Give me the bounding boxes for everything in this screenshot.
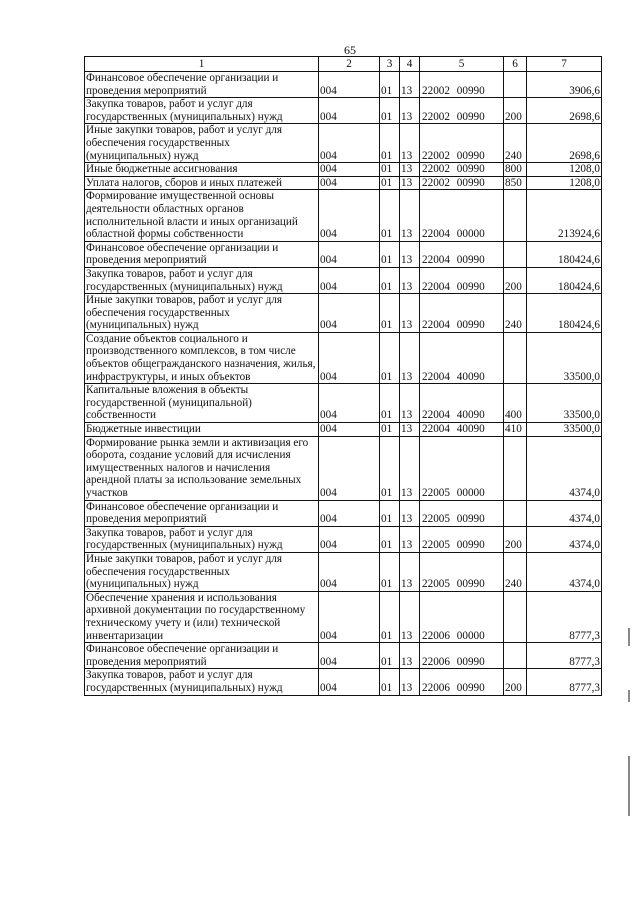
table-row (85, 294, 602, 333)
subsection-code-cell: 13 (400, 267, 420, 293)
item-name-cell: Закупка товаров, работ и услуг для государственных (муниципальных) нужд (85, 267, 319, 293)
table-row (85, 332, 602, 383)
amount-cell: 180424,6 (527, 294, 602, 333)
target-article-code-cell: 22004 00990 (420, 294, 504, 333)
ministry-code-cell: 004 (319, 72, 380, 98)
expense-type-code-cell: 240 (504, 124, 527, 163)
expense-type-code-cell: 200 (504, 267, 527, 293)
table-row (85, 176, 602, 190)
budget-table (84, 56, 602, 696)
table-row (85, 72, 602, 98)
expense-type-code-cell: 200 (504, 526, 527, 552)
table-row (85, 423, 602, 437)
expense-type-code-cell: 400 (504, 384, 527, 423)
ministry-code-cell: 004 (319, 591, 380, 642)
amount-cell: 4374,0 (527, 436, 602, 500)
subsection-code-cell: 13 (400, 332, 420, 383)
table-row (85, 124, 602, 163)
section-code-cell: 01 (380, 332, 400, 383)
item-name-cell: Иные закупки товаров, работ и услуг для обеспечения государственных (муниципальных) нужд (85, 552, 319, 591)
section-code-cell: 01 (380, 669, 400, 695)
item-name-cell: Финансовое обеспечение организации и проведения мероприятий (85, 643, 319, 669)
target-article-code-cell: 22006 00990 (420, 669, 504, 695)
item-name-cell: Финансовое обеспечение организации и проведения мероприятий (85, 241, 319, 267)
item-name-cell: Капитальные вложения в объекты государственной (муниципальной) собственности (85, 384, 319, 423)
ministry-code-cell: 004 (319, 669, 380, 695)
ministry-code-cell: 004 (319, 332, 380, 383)
scan-edge-mark (628, 756, 630, 816)
subsection-code-cell: 13 (400, 500, 420, 526)
ministry-code-cell: 004 (319, 294, 380, 333)
table-row (85, 552, 602, 591)
section-code-cell: 01 (380, 124, 400, 163)
section-code-cell: 01 (380, 72, 400, 98)
amount-cell: 1208,0 (527, 176, 602, 190)
table-row (85, 190, 602, 241)
target-article-code-cell: 22002 00990 (420, 176, 504, 190)
scan-edge-mark (628, 690, 630, 702)
subsection-code-cell: 13 (400, 163, 420, 177)
target-article-code-cell: 22004 40090 (420, 384, 504, 423)
table-row (85, 98, 602, 124)
amount-cell: 1208,0 (527, 163, 602, 177)
subsection-code-cell: 13 (400, 384, 420, 423)
item-name-cell: Финансовое обеспечение организации и проведения мероприятий (85, 72, 319, 98)
expense-type-code-cell: 410 (504, 423, 527, 437)
table-row (85, 526, 602, 552)
expense-type-code-cell: 200 (504, 669, 527, 695)
table-row (85, 241, 602, 267)
subsection-code-cell: 13 (400, 241, 420, 267)
target-article-code-cell: 22004 00990 (420, 267, 504, 293)
subsection-code-cell: 13 (400, 176, 420, 190)
expense-type-code-cell: 800 (504, 163, 527, 177)
target-article-code-cell: 22004 40090 (420, 332, 504, 383)
subsection-code-cell: 13 (400, 294, 420, 333)
target-article-code-cell: 22002 00990 (420, 124, 504, 163)
ministry-code-cell: 004 (319, 241, 380, 267)
table-row (85, 591, 602, 642)
target-article-code-cell: 22002 00990 (420, 163, 504, 177)
column-header: 5 (420, 57, 504, 72)
amount-cell: 8777,3 (527, 643, 602, 669)
table-row (85, 436, 602, 500)
ministry-code-cell: 004 (319, 436, 380, 500)
section-code-cell: 01 (380, 176, 400, 190)
target-article-code-cell: 22006 00000 (420, 591, 504, 642)
amount-cell: 180424,6 (527, 241, 602, 267)
target-article-code-cell: 22002 00990 (420, 72, 504, 98)
column-header: 6 (504, 57, 527, 72)
expense-type-code-cell (504, 241, 527, 267)
item-name-cell: Иные закупки товаров, работ и услуг для обеспечения государственных (муниципальных) нужд (85, 294, 319, 333)
section-code-cell: 01 (380, 500, 400, 526)
expense-type-code-cell: 240 (504, 294, 527, 333)
section-code-cell: 01 (380, 526, 400, 552)
expense-type-code-cell (504, 591, 527, 642)
amount-cell: 180424,6 (527, 267, 602, 293)
expense-type-code-cell (504, 332, 527, 383)
section-code-cell: 01 (380, 241, 400, 267)
column-header: 7 (527, 57, 602, 72)
column-header: 1 (85, 57, 319, 72)
amount-cell: 3906,6 (527, 72, 602, 98)
amount-cell: 2698,6 (527, 124, 602, 163)
amount-cell: 8777,3 (527, 591, 602, 642)
target-article-code-cell: 22004 40090 (420, 423, 504, 437)
section-code-cell: 01 (380, 423, 400, 437)
item-name-cell: Формирование рынка земли и активизация его оборота, создание условий для исчисления имущественных налогов и начисления арендной платы за использование земельных участков (85, 436, 319, 500)
item-name-cell: Иные закупки товаров, работ и услуг для обеспечения государственных (муниципальных) нужд (85, 124, 319, 163)
subsection-code-cell: 13 (400, 643, 420, 669)
ministry-code-cell: 004 (319, 124, 380, 163)
subsection-code-cell: 13 (400, 423, 420, 437)
target-article-code-cell: 22004 00000 (420, 190, 504, 241)
amount-cell: 4374,0 (527, 500, 602, 526)
ministry-code-cell: 004 (319, 384, 380, 423)
ministry-code-cell: 004 (319, 526, 380, 552)
ministry-code-cell: 004 (319, 423, 380, 437)
column-header: 4 (400, 57, 420, 72)
table-body (85, 72, 602, 696)
section-code-cell: 01 (380, 552, 400, 591)
table-row (85, 643, 602, 669)
expense-type-code-cell (504, 190, 527, 241)
section-code-cell: 01 (380, 163, 400, 177)
column-header: 3 (380, 57, 400, 72)
amount-cell: 33500,0 (527, 332, 602, 383)
expense-type-code-cell (504, 436, 527, 500)
ministry-code-cell: 004 (319, 643, 380, 669)
section-code-cell: 01 (380, 98, 400, 124)
expense-type-code-cell (504, 643, 527, 669)
scan-edge-mark (628, 628, 630, 646)
table-row (85, 500, 602, 526)
amount-cell: 4374,0 (527, 552, 602, 591)
target-article-code-cell: 22006 00990 (420, 643, 504, 669)
subsection-code-cell: 13 (400, 552, 420, 591)
amount-cell: 2698,6 (527, 98, 602, 124)
amount-cell: 213924,6 (527, 190, 602, 241)
expense-type-code-cell: 850 (504, 176, 527, 190)
section-code-cell: 01 (380, 267, 400, 293)
expense-type-code-cell: 200 (504, 98, 527, 124)
amount-cell: 8777,3 (527, 669, 602, 695)
amount-cell: 33500,0 (527, 423, 602, 437)
target-article-code-cell: 22005 00990 (420, 526, 504, 552)
item-name-cell: Уплата налогов, сборов и иных платежей (85, 176, 319, 190)
ministry-code-cell: 004 (319, 500, 380, 526)
item-name-cell: Финансовое обеспечение организации и проведения мероприятий (85, 500, 319, 526)
expense-type-code-cell: 240 (504, 552, 527, 591)
target-article-code-cell: 22005 00990 (420, 552, 504, 591)
item-name-cell: Закупка товаров, работ и услуг для государственных (муниципальных) нужд (85, 526, 319, 552)
subsection-code-cell: 13 (400, 98, 420, 124)
section-code-cell: 01 (380, 591, 400, 642)
ministry-code-cell: 004 (319, 190, 380, 241)
item-name-cell: Закупка товаров, работ и услуг для государственных (муниципальных) нужд (85, 669, 319, 695)
item-name-cell: Иные бюджетные ассигнования (85, 163, 319, 177)
column-header: 2 (319, 57, 380, 72)
section-code-cell: 01 (380, 190, 400, 241)
target-article-code-cell: 22004 00990 (420, 241, 504, 267)
target-article-code-cell: 22002 00990 (420, 98, 504, 124)
subsection-code-cell: 13 (400, 124, 420, 163)
section-code-cell: 01 (380, 643, 400, 669)
ministry-code-cell: 004 (319, 98, 380, 124)
section-code-cell: 01 (380, 436, 400, 500)
ministry-code-cell: 004 (319, 267, 380, 293)
item-name-cell: Формирование имущественной основы деятельности областных органов исполнительной власти и иных организаций областной формы собственности (85, 190, 319, 241)
section-code-cell: 01 (380, 294, 400, 333)
subsection-code-cell: 13 (400, 72, 420, 98)
target-article-code-cell: 22005 00000 (420, 436, 504, 500)
ministry-code-cell: 004 (319, 176, 380, 190)
ministry-code-cell: 004 (319, 552, 380, 591)
page-number: 65 (344, 43, 356, 57)
expense-type-code-cell (504, 72, 527, 98)
subsection-code-cell: 13 (400, 669, 420, 695)
subsection-code-cell: 13 (400, 436, 420, 500)
item-name-cell: Создание объектов социального и производственного комплексов, в том числе объектов общегражданского назначения, жилья, инфраструктуры, и иных объектов (85, 332, 319, 383)
amount-cell: 4374,0 (527, 526, 602, 552)
subsection-code-cell: 13 (400, 526, 420, 552)
table-header-row (85, 57, 602, 72)
table-row (85, 384, 602, 423)
table-row (85, 267, 602, 293)
subsection-code-cell: 13 (400, 190, 420, 241)
target-article-code-cell: 22005 00990 (420, 500, 504, 526)
ministry-code-cell: 004 (319, 163, 380, 177)
table-row (85, 163, 602, 177)
section-code-cell: 01 (380, 384, 400, 423)
item-name-cell: Закупка товаров, работ и услуг для государственных (муниципальных) нужд (85, 98, 319, 124)
item-name-cell: Обеспечение хранения и использования архивной документации по государственному техническому учету и (или) технической инвентаризации (85, 591, 319, 642)
table-row (85, 669, 602, 695)
amount-cell: 33500,0 (527, 384, 602, 423)
subsection-code-cell: 13 (400, 591, 420, 642)
expense-type-code-cell (504, 500, 527, 526)
item-name-cell: Бюджетные инвестиции (85, 423, 319, 437)
